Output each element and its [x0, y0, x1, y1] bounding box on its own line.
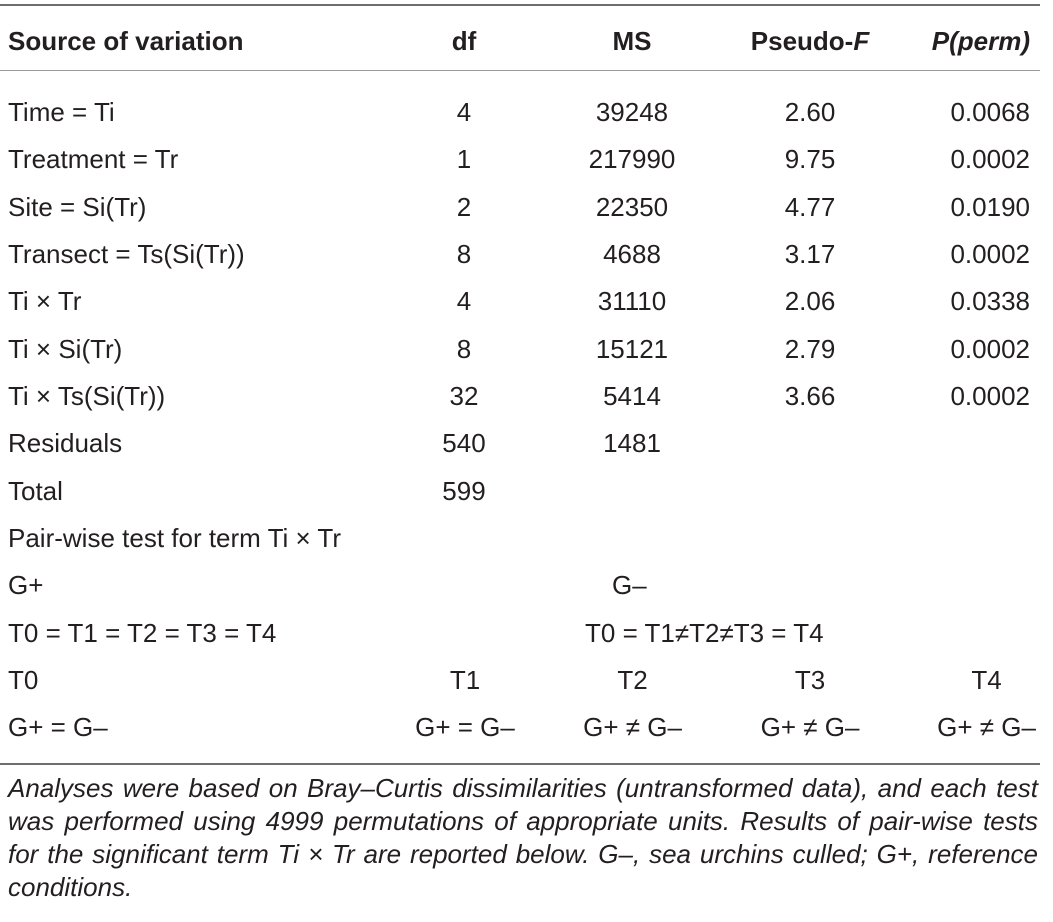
- row-p-perm: 0.0002: [950, 144, 1030, 174]
- time-label: T3: [794, 665, 826, 695]
- row-ms: 217990: [588, 144, 676, 174]
- pairwise-result: G+ = G–: [8, 712, 108, 742]
- row-source: Time = Ti: [8, 97, 115, 127]
- row-df: 8: [456, 239, 472, 269]
- row-source: Site = Si(Tr): [8, 192, 147, 222]
- pairwise-groups-row: [0, 565, 1053, 605]
- row-ms: 4688: [603, 239, 661, 269]
- table-row: [0, 281, 1053, 321]
- row-ms: 39248: [595, 97, 669, 127]
- hypothesis-plus: T0 = T1 = T2 = T3 = T4: [8, 618, 277, 648]
- row-df: 540: [442, 428, 486, 458]
- header-pseudo-f-prefix: Pseudo-: [750, 26, 854, 56]
- hypothesis-minus: T0 = T1≠T2≠T3 = T4: [585, 618, 824, 648]
- row-source: Ti × Ts(Si(Tr)): [8, 381, 166, 411]
- row-source: Ti × Tr: [8, 286, 82, 316]
- table-footnote: Analyses were based on Bray–Curtis dissimilarities (untransformed data), and each test was performed using 4999 permutations of appropriate units. Results of pair-wise tests for the significant term Ti × Tr are reported below. G–, sea urchins culled; G+, reference conditions.: [8, 773, 1038, 902]
- row-ms: 31110: [597, 286, 667, 316]
- table-row: [0, 234, 1053, 274]
- row-pseudo-f: 2.06: [784, 286, 836, 316]
- row-ms: 5414: [603, 381, 661, 411]
- row-pseudo-f: 3.66: [784, 381, 836, 411]
- table-row: [0, 376, 1053, 416]
- row-df: 8: [456, 334, 472, 364]
- row-ms: 22350: [595, 192, 669, 222]
- group-minus-label: G–: [612, 570, 647, 600]
- header-df: df: [451, 26, 477, 56]
- top-rule: [0, 4, 1040, 6]
- table-row: [0, 139, 1053, 179]
- time-label: T0: [8, 665, 39, 695]
- table-row: [0, 187, 1053, 227]
- pairwise-title-row: [0, 518, 1053, 558]
- pairwise-result: G+ ≠ G–: [583, 712, 682, 742]
- row-p-perm: 0.0338: [950, 286, 1030, 316]
- row-pseudo-f: 2.79: [784, 334, 836, 364]
- table-row: [0, 423, 1053, 463]
- pairwise-result: G+ ≠ G–: [760, 712, 860, 742]
- time-label: T1: [449, 665, 481, 695]
- pairwise-results-row: [0, 707, 1053, 747]
- row-p-perm: 0.0002: [950, 239, 1030, 269]
- row-source: Transect = Ts(Si(Tr)): [8, 239, 245, 269]
- header-pseudo-f: [745, 21, 875, 61]
- pairwise-hypothesis-row: [0, 613, 1053, 653]
- row-pseudo-f: 2.60: [784, 97, 836, 127]
- header-source: Source of variation: [8, 26, 244, 56]
- row-pseudo-f: 4.77: [784, 192, 836, 222]
- row-pseudo-f: 9.75: [784, 144, 836, 174]
- row-df: 1: [456, 144, 472, 174]
- row-pseudo-f: 3.17: [784, 239, 836, 269]
- table-row: [0, 92, 1053, 132]
- row-source: Treatment = Tr: [8, 144, 179, 174]
- row-df: 2: [456, 192, 472, 222]
- group-plus-label: G+: [8, 570, 44, 600]
- pairwise-times-row: [0, 660, 1053, 700]
- pairwise-result: G+ = G–: [415, 712, 515, 742]
- header-p-perm: P(perm): [931, 26, 1030, 56]
- row-p-perm: 0.0190: [950, 192, 1030, 222]
- time-label: T4: [971, 665, 1002, 695]
- row-ms: 1481: [603, 428, 661, 458]
- bottom-rule: [0, 763, 1040, 765]
- row-p-perm: 0.0002: [950, 334, 1030, 364]
- row-p-perm: 0.0002: [950, 381, 1030, 411]
- table-header: [0, 21, 1053, 61]
- row-p-perm: 0.0068: [950, 97, 1030, 127]
- header-ms: MS: [612, 26, 652, 56]
- table-row: [0, 329, 1053, 369]
- table-row: [0, 471, 1053, 511]
- row-df: 4: [456, 286, 472, 316]
- row-df: 599: [442, 476, 486, 506]
- header-rule: [0, 70, 1040, 71]
- row-df: 32: [449, 381, 479, 411]
- row-ms: 15121: [595, 334, 669, 364]
- pairwise-title: Pair-wise test for term Ti × Tr: [8, 523, 342, 553]
- time-label: T2: [617, 665, 648, 695]
- pairwise-result: G+ ≠ G–: [937, 712, 1036, 742]
- row-df: 4: [456, 97, 472, 127]
- row-source: Ti × Si(Tr): [8, 334, 123, 364]
- header-pseudo-f-italic: F: [853, 26, 870, 56]
- row-source: Total: [8, 476, 63, 506]
- row-source: Residuals: [8, 428, 123, 458]
